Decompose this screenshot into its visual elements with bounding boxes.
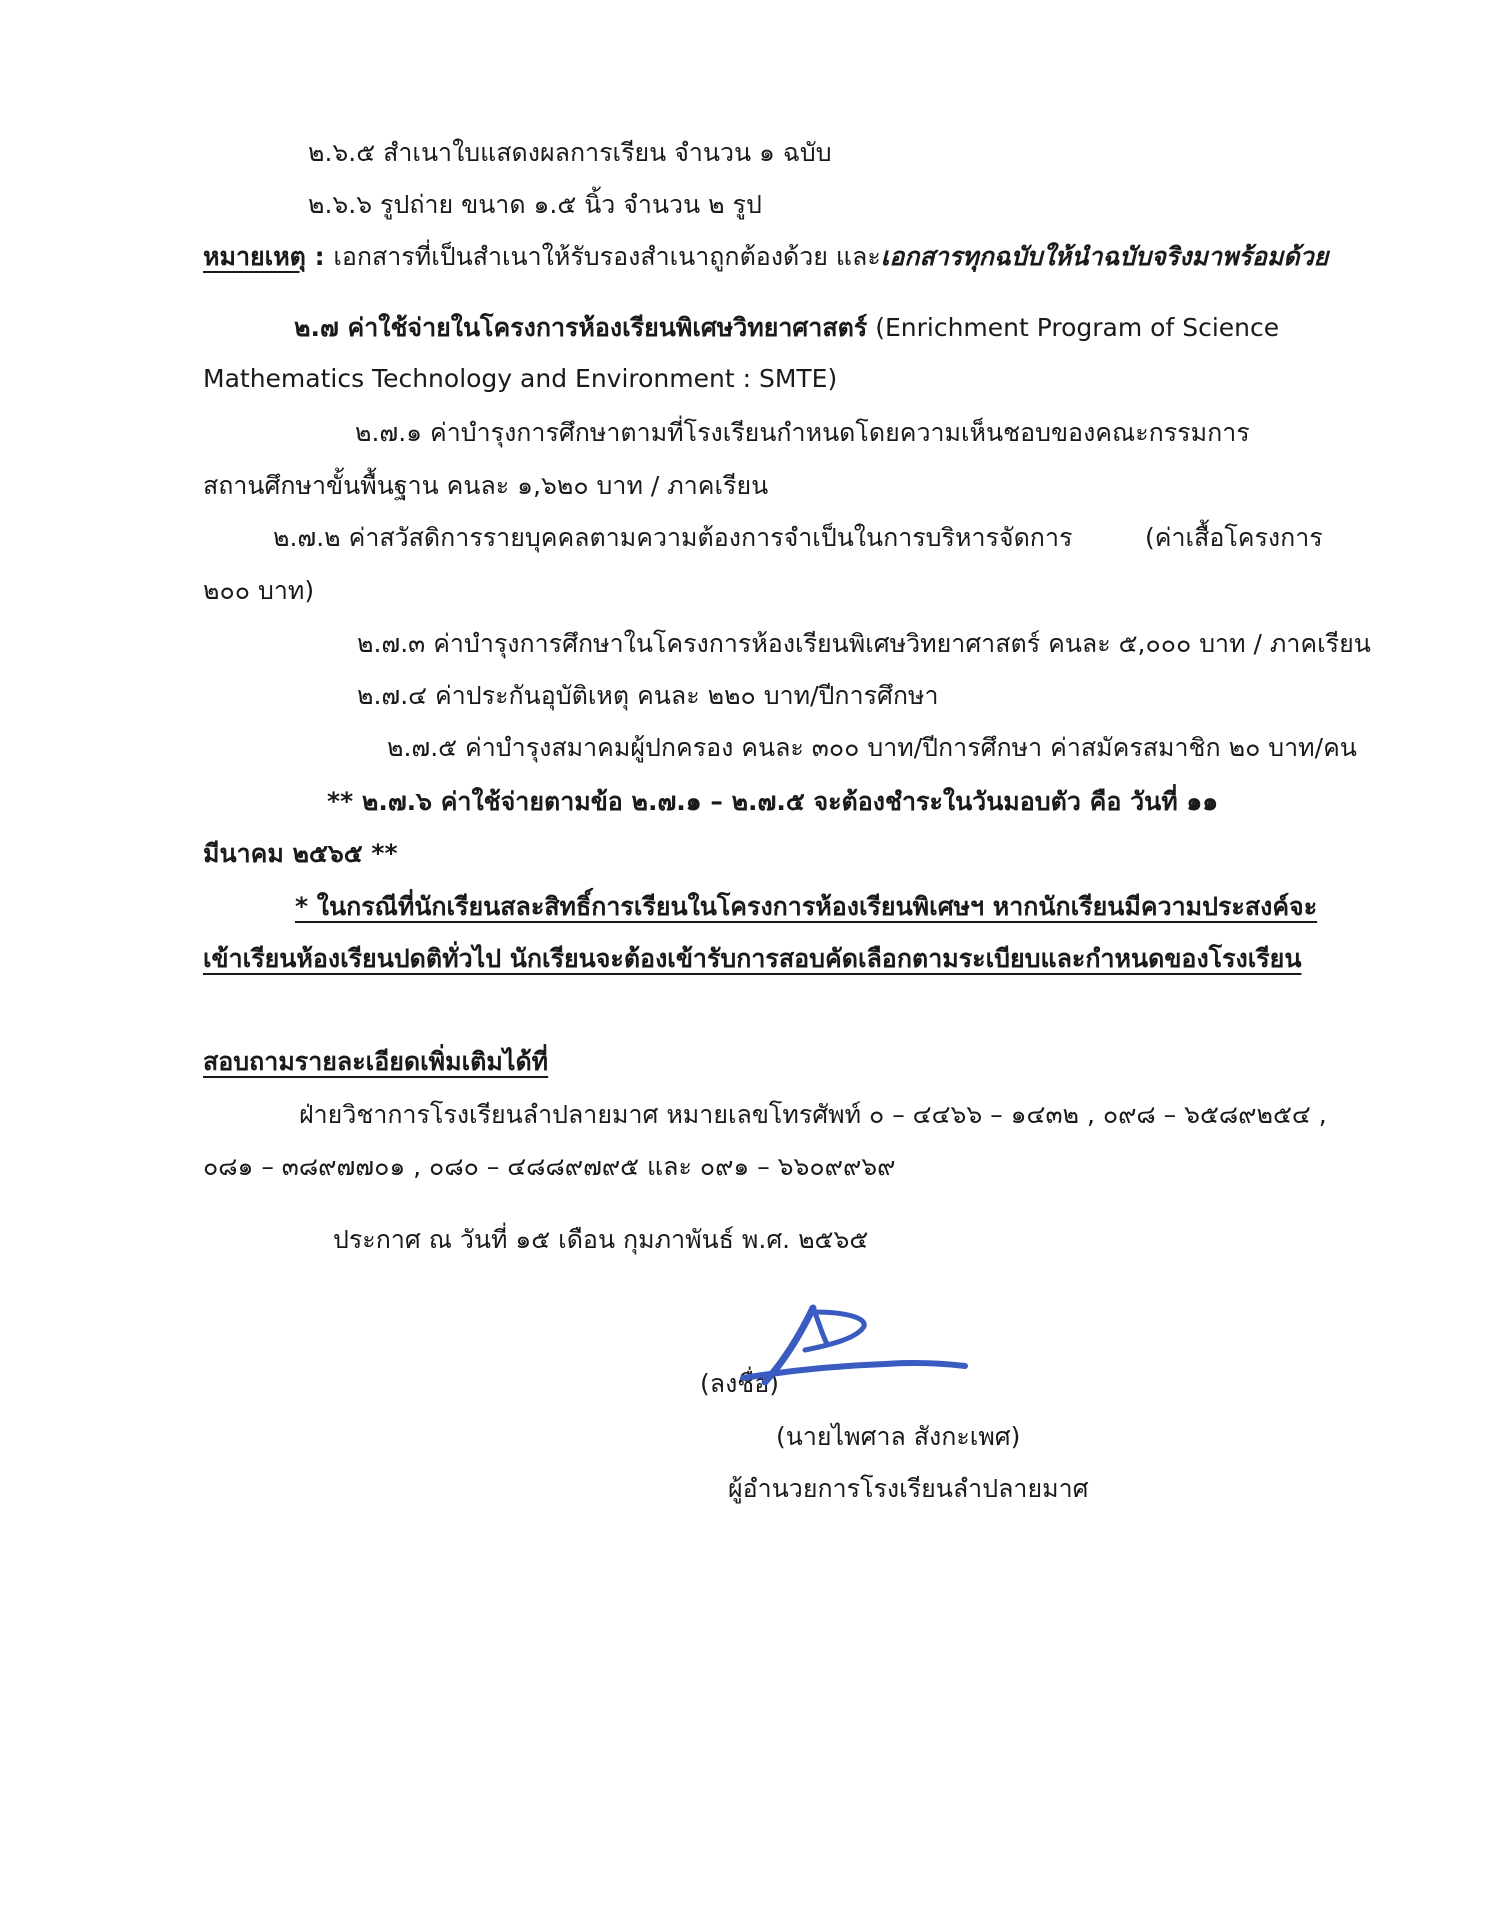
section-27-heading-line	[294, 311, 1279, 345]
doc-item-265: ๒.๖.๕ สำเนาใบแสดงผลการเรียน จำนวน ๑ ฉบับ	[308, 138, 832, 167]
fee-item-271-line1: ๒.๗.๑ ค่าบำรุงการศึกษาตามที่โรงเรียนกำหนดโดยความเห็นชอบของคณะกรรมการ	[355, 418, 1250, 447]
handwritten-signature	[735, 1300, 975, 1400]
note-text: เอกสารที่เป็นสำเนาให้รับรองสำเนาถูกต้องด้วย และ	[333, 242, 881, 271]
contact-phones-line1: ฝ่ายวิชาการโรงเรียนลำปลายมาศ หมายเลขโทรศัพท์ ๐ – ๔๔๖๖ – ๑๔๓๒ , ๐๙๘ – ๖๕๘๙๒๕๔ ,	[299, 1100, 1327, 1129]
fee-item-275: ๒.๗.๕ ค่าบำรุงสมาคมผู้ปกครอง คนละ ๓๐๐ บาท/ปีการศึกษา ค่าสมัครสมาชิก ๒๐ บาท/คน	[387, 733, 1357, 762]
fee-item-276-line1: ** ๒.๗.๖ ค่าใช้จ่ายตามข้อ ๒.๗.๑ – ๒.๗.๕ จะต้องชำระในวันมอบตัว คือ วันที่ ๑๑	[327, 787, 1219, 816]
announcement-date: ประกาศ ณ วันที่ ๑๕ เดือน กุมภาพันธ์ พ.ศ. ๒๕๖๕	[333, 1225, 869, 1254]
note-colon: :	[305, 242, 334, 271]
withdrawal-warning-line1: * ในกรณีที่นักเรียนสละสิทธิ์การเรียนในโครงการห้องเรียนพิเศษฯ หากนักเรียนมีความประสงค์จะ	[295, 892, 1318, 921]
fee-item-272-paren: (ค่าเสื้อโครงการ	[1145, 523, 1323, 552]
signatory-position: ผู้อำนวยการโรงเรียนลำปลายมาศ	[728, 1474, 1089, 1503]
section-27-heading: ๒.๗ ค่าใช้จ่ายในโครงการห้องเรียนพิเศษวิทยาศาสตร์	[294, 313, 868, 342]
signatory-name: (นายไพศาล สังกะเพศ)	[776, 1422, 1021, 1451]
fee-item-276-line2: มีนาคม ๒๕๖๕ **	[203, 839, 398, 868]
program-english-name-cont: Mathematics Technology and Environment : SMTE)	[203, 364, 838, 393]
contact-heading: สอบถามรายละเอียดเพิ่มเติมได้ที่	[203, 1047, 549, 1076]
contact-phones-line2: ๐๘๑ – ๓๘๙๗๗๐๑ , ๐๘๐ – ๔๘๘๙๗๙๕ และ ๐๙๑ – ๖๖๐๙๙๖๙	[203, 1152, 896, 1181]
note-emphasis: เอกสารทุกฉบับให้นำฉบับจริงมาพร้อมด้วย	[880, 242, 1329, 271]
withdrawal-warning-line2: เข้าเรียนห้องเรียนปดติทั่วไป นักเรียนจะต้องเข้ารับการสอบคัดเลือกตามระเบียบและกำหนดของโรงเรียน	[203, 944, 1302, 973]
fee-item-272-line1: ๒.๗.๒ ค่าสวัสดิการรายบุคคลตามความต้องการจำเป็นในการบริหารจัดการ	[273, 523, 1073, 552]
sign-label: (ลงชื่อ)	[700, 1369, 780, 1398]
fee-item-273: ๒.๗.๓ ค่าบำรุงการศึกษาในโครงการห้องเรียนพิเศษวิทยาศาสตร์ คนละ ๕,๐๐๐ บาท / ภาคเรียน	[357, 629, 1371, 658]
doc-item-266: ๒.๖.๖ รูปถ่าย ขนาด ๑.๕ นิ้ว จำนวน ๒ รูป	[308, 190, 762, 219]
fee-item-271-line2: สถานศึกษาขั้นพื้นฐาน คนละ ๑,๖๒๐ บาท / ภาคเรียน	[203, 471, 769, 500]
fee-item-272-line2: ๒๐๐ บาท)	[203, 576, 315, 605]
program-english-name: (Enrichment Program of Science	[867, 313, 1280, 342]
fee-item-274: ๒.๗.๔ ค่าประกันอุบัติเหตุ คนละ ๒๒๐ บาท/ปีการศึกษา	[357, 681, 939, 710]
note-line	[203, 240, 1328, 274]
note-label: หมายเหตุ	[203, 242, 306, 271]
